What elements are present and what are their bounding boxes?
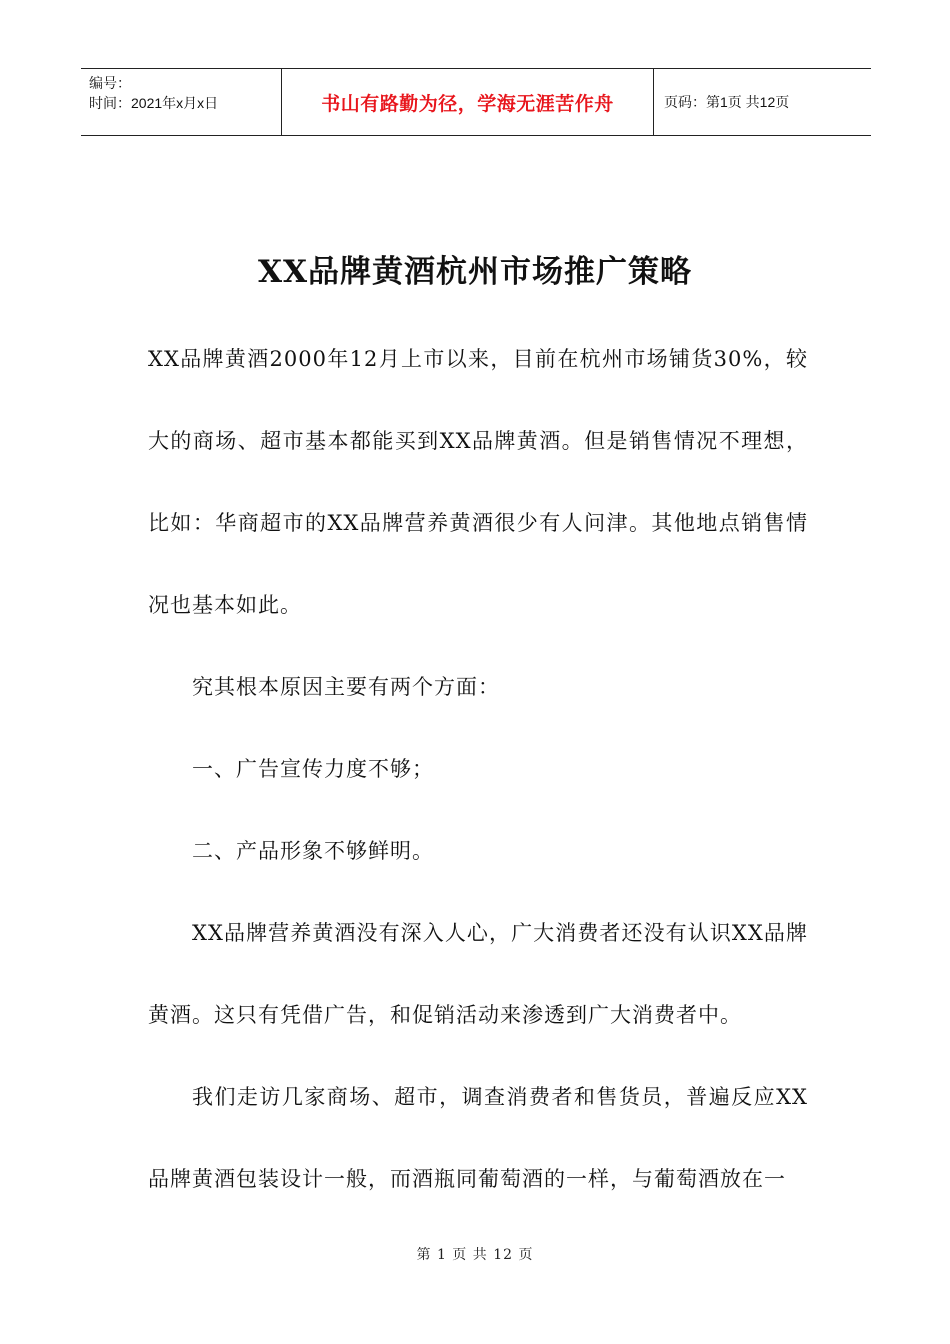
- number-label: 编号：: [89, 75, 131, 91]
- document-header: [81, 68, 871, 136]
- paragraph: 一、广告宣传力度不够；: [192, 757, 434, 781]
- paragraph: 二、产品形象不够鲜明。: [192, 839, 434, 863]
- date-label: 时间：2021年x月x日: [89, 95, 219, 111]
- header-meta-cell: [81, 69, 282, 135]
- header-motto-cell: [282, 69, 654, 135]
- paragraph: XX品牌营养黄酒没有深入人心，广大消费者还没有认识XX品牌黄酒。这只有凭借广告，和促销活动来渗透到广大消费者中。: [148, 921, 808, 1027]
- page-footer: 第 1 页 共 12 页: [416, 1247, 534, 1263]
- paragraph: XX品牌黄酒2000年12月上市以来，目前在杭州市场铺货30%，较大的商场、超市基本都能买到XX品牌黄酒。但是销售情况不理想，比如：华商超市的XX品牌营养黄酒很少有人问津。其他地点销售情况也基本如此。: [148, 347, 808, 617]
- paragraph: 我们走访几家商场、超市，调查消费者和售货员，普遍反应XX品牌黄酒包装设计一般，而酒瓶同葡萄酒的一样，与葡萄酒放在一: [148, 1085, 808, 1191]
- header-page-cell: [654, 69, 871, 135]
- document-title: XX品牌黄酒杭州市场推广策略: [257, 254, 693, 290]
- motto-text: 书山有路勤为径，学海无涯苦作舟: [321, 92, 614, 115]
- paragraph: 究其根本原因主要有两个方面：: [192, 675, 500, 699]
- page-info: 页码：第1页 共12页: [664, 94, 790, 110]
- document-body: [148, 318, 808, 1220]
